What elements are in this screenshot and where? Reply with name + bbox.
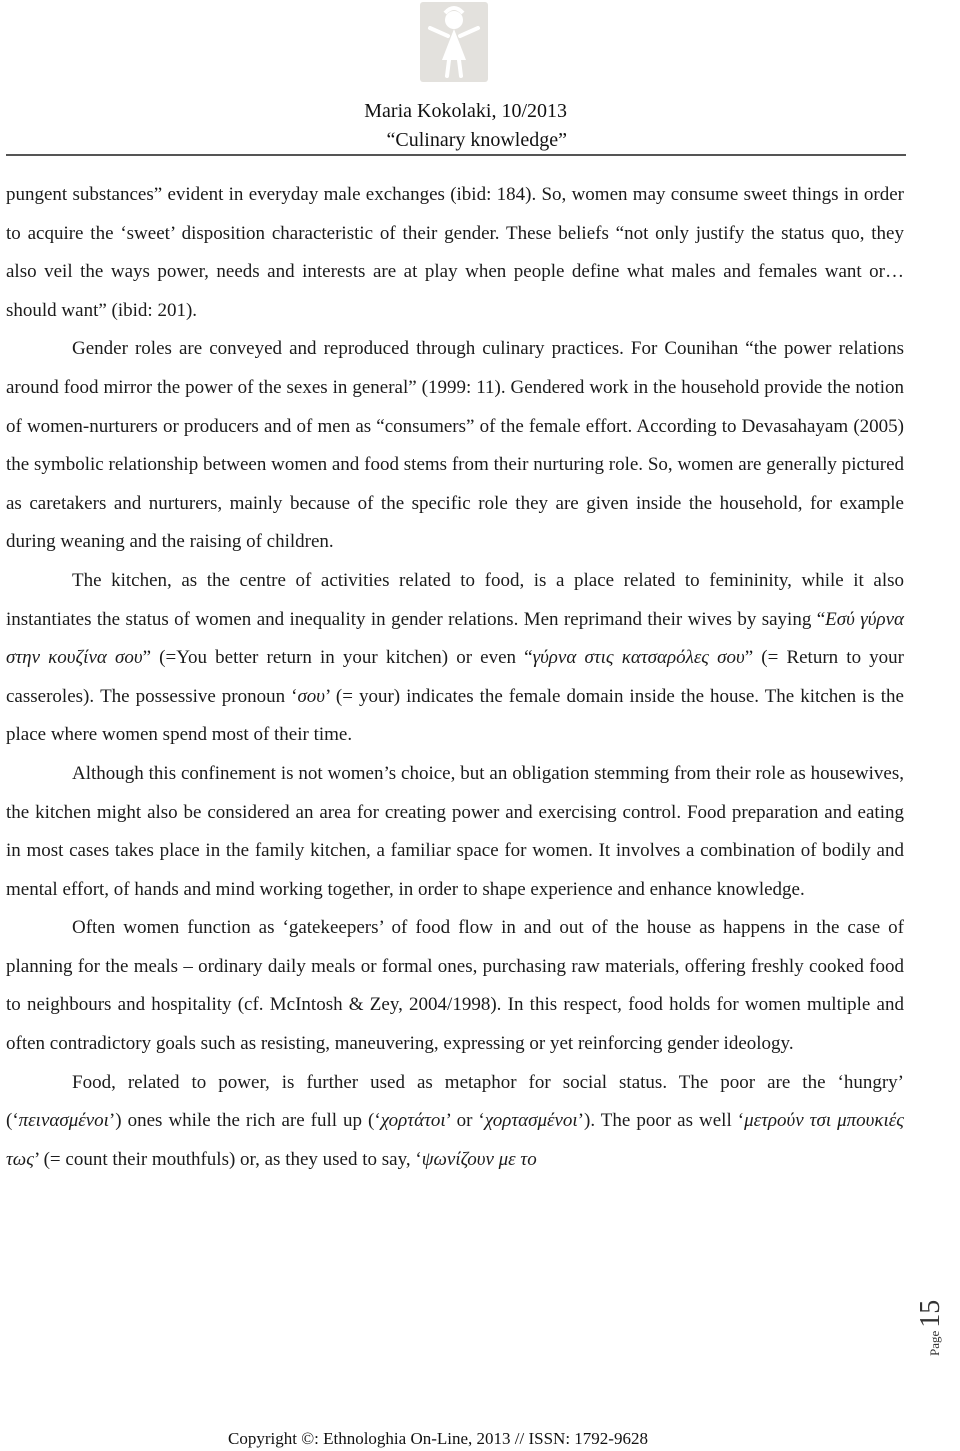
text-run: ” (= Return to your casseroles). The possessive pronoun ‘ — [6, 647, 905, 707]
document-body — [6, 176, 904, 1179]
paragraph-4: Although this confinement is not women’s choice, but an obligation stemming from their role as housewives, the kitchen might also be considered an area for creating power and exercising control. Food preparation and eating in most cases takes place in the family kitchen, a familiar space for women. It involves a combination of bodily and mental effort, of hands and mind working together, in order to shape experience and enhance knowledge. — [6, 762, 904, 900]
text-run: ’ (= your) indicates the female domain inside the house. The kitchen is the place where women spend most of their time. — [6, 685, 904, 746]
paragraph-2: Gender roles are conveyed and reproduced through culinary practices. For Counihan “the power relations around food mirror the power of the sexes in general” (1999: 11). Gendered work in the household provide the notion of women-nurturers or producers and of men as “consumers” of the female effort. According to Devasahayam (2005) the symbolic relationship between women and food stems from their nurturing role. So, women are generally pictured as caretakers and nurturers, mainly because of the specific role they are given inside the household, for example during weaning and the raising of children. — [6, 338, 904, 553]
paragraph-1: pungent substances” evident in everyday male exchanges (ibid: 184). So, women may consume sweet things in order to acquire the ‘sweet’ disposition characteristic of their gender. These beliefs “not only justify the status quo, they also veil the ways power, needs and interests are at play when people define what males and females want or… should want” (ibid: 201). — [6, 184, 904, 321]
footer-copyright: Copyright ©: Ethnologhia On-Line, 2013 // ISSN: 1792-9628 — [228, 1429, 648, 1448]
text-run: ’). The poor as well ‘ — [577, 1110, 745, 1132]
greek-phrase: πεινασμένοι — [18, 1110, 109, 1132]
greek-phrase: χορτάτοι — [380, 1110, 446, 1132]
text-run: The kitchen, as the centre of activities related to food, is a place related to femininity, while it also instantiates the status of women and inequality in gender relations. Men reprimand their wives by saying “ — [6, 569, 904, 630]
page-number-value: 15 — [915, 1299, 946, 1328]
doll-figure-logo — [418, 2, 490, 82]
text-run: ’ or ‘ — [445, 1110, 485, 1132]
page-number — [915, 1296, 947, 1356]
header-title: “Culinary knowledge” — [386, 129, 567, 151]
text-run: ” (=You better return in your kitchen) or even “ — [142, 647, 533, 669]
greek-phrase: γύρνα στις κατσαρόλες σου — [532, 647, 745, 669]
greek-phrase: Εσύ γύρνα στην κουζίνα σου — [6, 608, 904, 669]
greek-phrase: σου — [297, 685, 326, 707]
paragraph-5: Often women function as ‘gatekeepers’ of food flow in and out of the house as happens in the case of planning for the meals – ordinary daily meals or formal ones, purchasing raw materials, offering freshly cooked food to neighbours and hospitality (cf. McIntosh & Zey, 2004/1998). In this respect, food holds for women multiple and often contradictory goals such as resisting, maneuvering, expressing or yet reinforcing gender ideology. — [6, 917, 904, 1055]
text-run: ’) ones while the rich are full up (‘ — [108, 1110, 381, 1132]
paragraph-3 — [6, 562, 904, 755]
paragraph-6 — [6, 1064, 904, 1180]
text-run: Food, related to power, is further used as metaphor for social status. The poor are the ‘hungry’ (‘ — [6, 1071, 904, 1132]
header-divider — [6, 154, 906, 156]
greek-phrase: ψωνίζουν με το — [421, 1148, 537, 1170]
greek-phrase: μετρούν τσι μπουκιές τως — [6, 1110, 904, 1170]
page-label: Page — [927, 1330, 942, 1356]
header-author-date: Maria Kokolaki, 10/2013 — [364, 100, 567, 122]
greek-phrase: χορτασμένοι — [484, 1110, 578, 1132]
text-run: ’ (= count their mouthfuls) or, as they used to say, ‘ — [33, 1148, 422, 1170]
